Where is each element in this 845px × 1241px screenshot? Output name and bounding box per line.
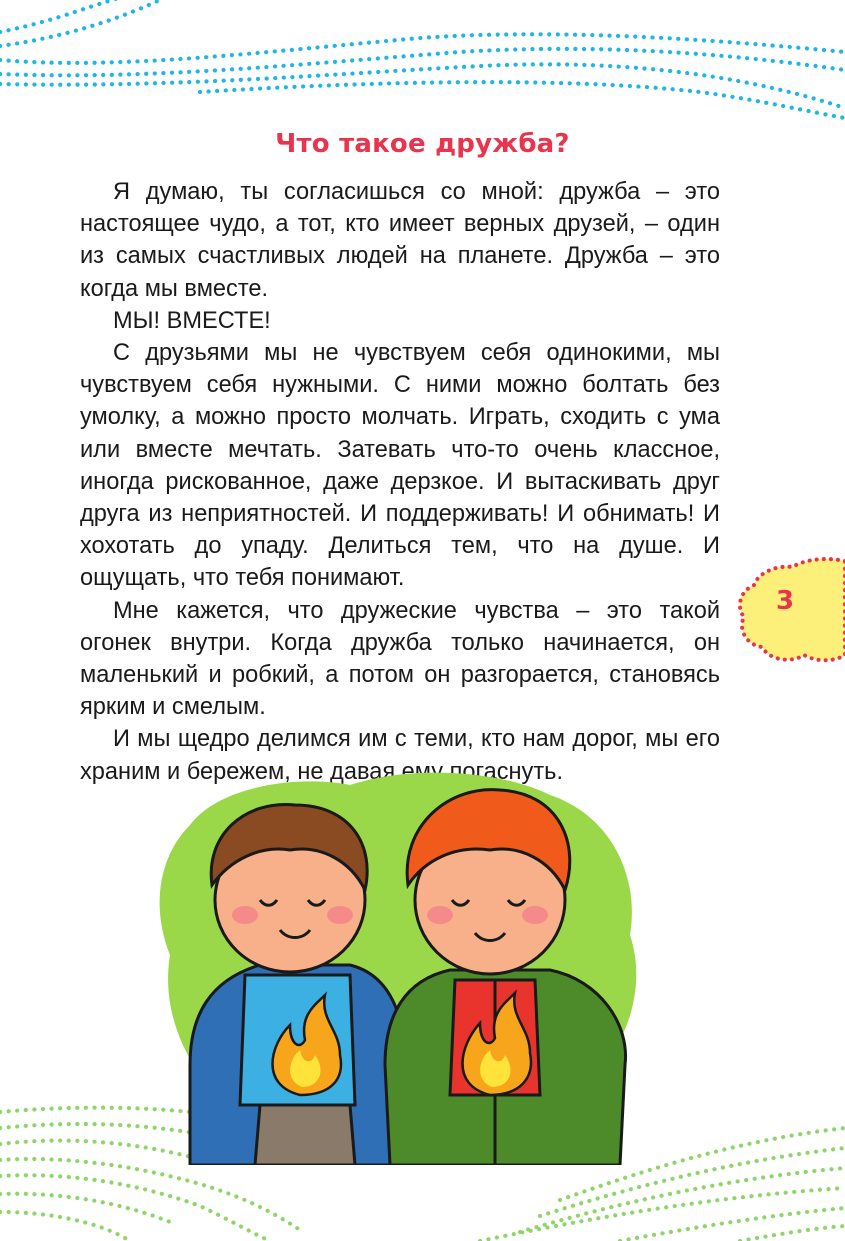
paragraph: И мы щедро делимся им с теми, кто нам дорог, мы его храним и бережем, не давая ему погаснуть. [80, 726, 720, 785]
top-dots-line-6 [200, 82, 845, 118]
chapter-body [80, 176, 720, 788]
page-number: 3 [775, 586, 795, 616]
bottom-dots-line-5 [0, 1175, 270, 1241]
paragraph: Я думаю, ты согласишься со мной: дружба – это настоящее чудо, а тот, кто имеет верных друзей, – один из самых счастливых людей на планете. Дружба – это когда мы вместе. [80, 179, 720, 302]
bottom-dots-line-13 [740, 1226, 845, 1241]
bottom-dots-line-12 [620, 1208, 845, 1241]
top-dots-line-3 [0, 34, 845, 63]
paragraph: МЫ! ВМЕСТЕ! [113, 307, 271, 334]
top-dots-line-5 [0, 64, 845, 108]
bottom-dots-line-6 [0, 1194, 170, 1222]
bottom-dots-line-7 [0, 1212, 130, 1241]
paragraph: Мне кажется, что дружеские чувства – это такой огонек внутри. Когда дружба только начинается, он маленький и робкий, а потом он разгорается, становясь ярким и смелым. [80, 597, 720, 721]
top-dots-line-2 [0, 0, 170, 46]
paragraph: С друзьями мы не чувствуем себя одинокими, мы чувствуем себя нужными. С ними можно болтать без умолку, а можно просто молчать. Играть, сходить с ума или вместе мечтать. Затевать что-то очень классное, иногда рискованное, даже дерзкое. И вытаскивать друг друга из неприятностей. И поддерживать! И обнимать! И хохотать до упаду. Делиться тем, что на душе. И ощущать, что тебя понимают. [80, 340, 720, 592]
chapter-title: Что такое дружба? [275, 129, 570, 160]
top-dots-line-1 [0, 0, 130, 32]
two-boys-illustration [150, 765, 650, 1165]
